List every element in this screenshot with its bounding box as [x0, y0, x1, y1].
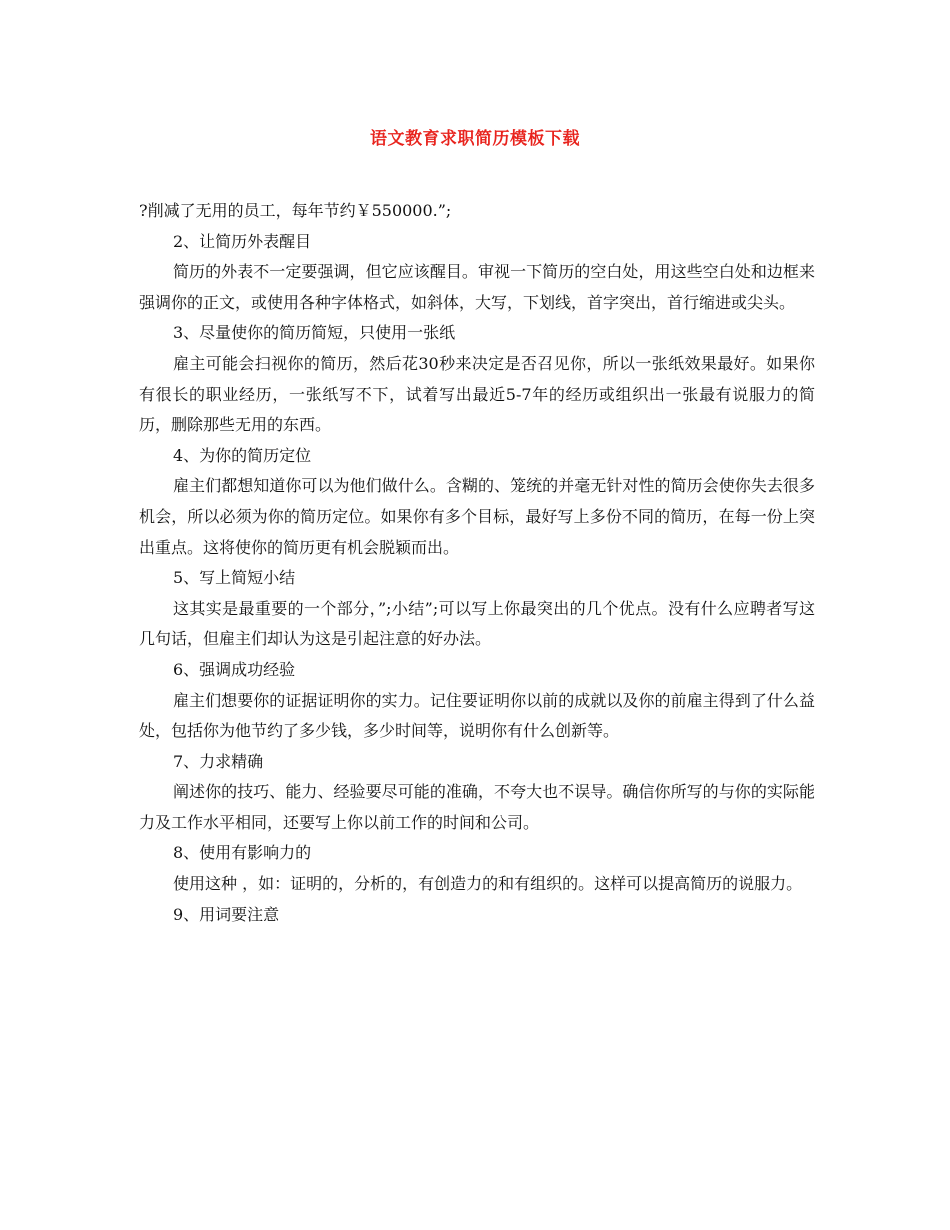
- section-heading-7: 7、力求精确: [173, 751, 264, 771]
- section-paragraph-5: 这其实是最重要的一个部分，”;小结”;可以写上你最突出的几个优点。没有什么应聘者写这几句话，但雇主们却认为这是引起注意的好办法。: [139, 598, 815, 649]
- section-paragraph-6: 雇主们想要你的证据证明你的实力。记住要证明你以前的成就以及你的前雇主得到了什么益处，包括你为他节约了多少钱，多少时间等，说明你有什么创新等。: [139, 690, 815, 741]
- section-paragraph-4: 雇主们都想知道你可以为他们做什么。含糊的、笼统的并毫无针对性的简历会使你失去很多机会，所以必须为你的简历定位。如果你有多个目标，最好写上多份不同的简历，在每一份上突出重点。这将使你的简历更有机会脱颖而出。: [139, 476, 815, 557]
- section-heading-9: 9、用词要注意: [173, 904, 280, 924]
- section-paragraph-8: 使用这种 ，如：证明的，分析的，有创造力的和有组织的。这样可以提高简历的说服力。: [173, 874, 803, 894]
- section-heading-4: 4、为你的简历定位: [173, 445, 312, 465]
- section-heading-6: 6、强调成功经验: [173, 659, 296, 679]
- intro-paragraph: ?削减了无用的员工，每年节约￥550000.”;: [139, 201, 452, 220]
- section-heading-8: 8、使用有影响力的: [173, 843, 312, 863]
- section-heading-2: 2、让简历外表醒目: [173, 231, 312, 251]
- section-paragraph-7: 阐述你的技巧、能力、经验要尽可能的准确，不夸大也不误导。确信你所写的与你的实际能力及工作水平相同，还要写上你以前工作的时间和公司。: [139, 782, 815, 832]
- section-heading-5: 5、写上简短小结: [173, 568, 296, 588]
- section-heading-3: 3、尽量使你的简历简短，只使用一张纸: [173, 323, 456, 343]
- section-paragraph-2: 简历的外表不一定要强调，但它应该醒目。审视一下简历的空白处，用这些空白处和边框来强调你的正文，或使用各种字体格式，如斜体，大写，下划线，首字突出，首行缩进或尖头。: [139, 262, 815, 312]
- document-title: 语文教育求职简历模板下载: [370, 129, 580, 149]
- section-paragraph-3: 雇主可能会扫视你的简历，然后花30秒来决定是否召见你，所以一张纸效果最好。如果你有很长的职业经历，一张纸写不下，试着写出最近5-7年的经历或组织出一张最有说服力的简历，删除那些无用的东西。: [139, 353, 815, 435]
- document-body: [139, 196, 815, 930]
